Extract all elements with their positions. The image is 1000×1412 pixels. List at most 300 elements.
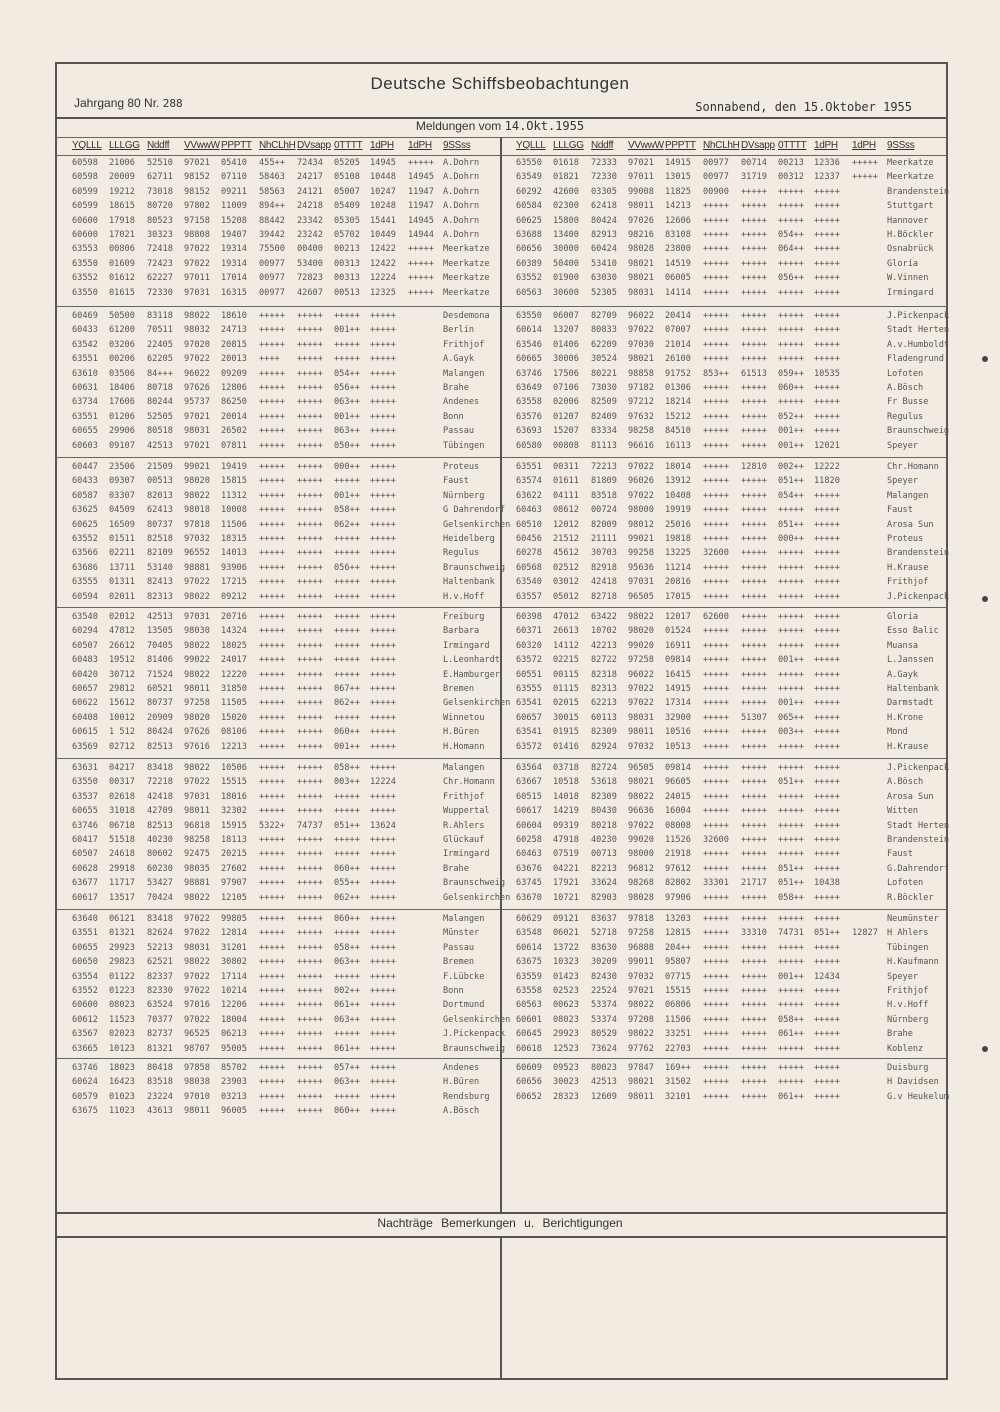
code-cell: +++++ [370, 562, 396, 573]
code-cell: +++++ [814, 339, 840, 350]
code-cell: 60655 [72, 426, 98, 437]
code-cell: +++++ [703, 505, 729, 516]
code-cell: 99020 [628, 835, 654, 845]
code-cell: 19407 [221, 230, 247, 240]
code-cell: 62209 [591, 339, 617, 350]
code-cell: 42513 [147, 612, 173, 622]
code-cell: 15915 [221, 820, 247, 831]
ship-name: H.v.Hoff [887, 1000, 929, 1011]
code-cell: 97022 [628, 698, 654, 709]
code-cell: +++++ [297, 763, 323, 773]
code-cell: 16004 [665, 806, 691, 817]
code-cell: 53618 [591, 777, 617, 788]
observation-row [57, 684, 497, 695]
code-cell: +++++ [741, 548, 767, 559]
code-cell: +++++ [778, 612, 804, 622]
meldungen-label: Meldungen vom [415, 119, 502, 133]
code-cell: 30006 [553, 354, 579, 365]
code-cell: 97818 [184, 519, 210, 530]
code-cell: 30323 [147, 230, 173, 240]
code-cell: 82924 [591, 741, 617, 752]
code-cell: +++++ [703, 971, 729, 982]
code-cell: 60258 [516, 835, 542, 845]
code-cell: 60515 [516, 791, 542, 802]
code-cell: 98216 [628, 230, 654, 240]
code-cell: 054++ [778, 230, 804, 240]
column-header: 9SSss [443, 140, 471, 151]
code-cell: 63665 [72, 1043, 98, 1054]
code-cell: +++++ [370, 1106, 396, 1117]
code-cell: +++++ [703, 791, 729, 802]
code-cell: +++++ [741, 791, 767, 802]
code-cell: 60420 [72, 669, 98, 680]
observation-row [57, 325, 497, 336]
ship-name: Gloria [887, 258, 919, 269]
code-cell: 97022 [628, 820, 654, 831]
code-cell: 80023 [591, 1063, 617, 1073]
code-cell: 93906 [221, 562, 247, 573]
code-cell: +++++ [703, 591, 729, 602]
code-cell: 60510 [516, 519, 542, 530]
code-cell: 001++ [778, 426, 804, 437]
code-cell: 060++ [778, 383, 804, 393]
code-cell: 16113 [665, 440, 691, 451]
code-cell: 10518 [553, 777, 579, 788]
observation-row [57, 1077, 497, 1088]
observation-row [57, 972, 497, 983]
code-cell: 11009 [221, 201, 247, 212]
code-cell: +++++ [259, 325, 285, 336]
code-cell: 09209 [221, 368, 247, 379]
code-cell: +++++ [741, 440, 767, 451]
ship-name: Malangen [443, 368, 485, 379]
code-cell: 60587 [72, 490, 98, 501]
observation-row [501, 972, 941, 983]
code-cell: 02011 [109, 591, 135, 602]
code-cell: 03305 [591, 186, 617, 197]
code-cell: +++++ [370, 942, 396, 953]
code-cell: +++++ [370, 712, 396, 723]
code-cell: +++++ [814, 806, 840, 817]
code-cell: +++++ [814, 534, 840, 544]
code-cell: +++++ [778, 339, 804, 350]
code-cell: 07715 [665, 971, 691, 982]
code-cell: +++++ [370, 640, 396, 651]
code-cell: 98018 [184, 505, 210, 516]
code-cell: +++++ [259, 849, 285, 860]
code-cell: 98022 [628, 1000, 654, 1011]
code-cell: 23242 [297, 230, 323, 240]
code-cell: 19512 [109, 655, 135, 666]
code-cell: 98881 [184, 878, 210, 889]
code-cell: 60408 [72, 712, 98, 723]
code-cell: +++++ [297, 698, 323, 709]
code-cell: +++++ [259, 383, 285, 393]
code-cell: +++++ [703, 519, 729, 530]
code-cell: 60629 [516, 914, 542, 924]
code-cell: 63541 [516, 727, 542, 738]
code-cell: 13015 [665, 172, 691, 183]
observation-row [501, 1044, 941, 1055]
code-cell: 5322+ [259, 820, 285, 831]
code-cell: 60618 [516, 1043, 542, 1054]
code-cell: +++++ [334, 669, 360, 680]
code-cell: 60483 [72, 655, 98, 666]
code-cell: 82009 [591, 519, 617, 530]
observation-row [57, 864, 497, 875]
code-cell: 97032 [184, 534, 210, 544]
code-cell: 83637 [591, 914, 617, 924]
code-cell: 98022 [184, 957, 210, 968]
code-cell: 06005 [665, 273, 691, 284]
code-cell: +++++ [703, 669, 729, 680]
code-cell: +++++ [297, 655, 323, 666]
observation-row [501, 670, 941, 681]
code-cell: 98038 [184, 1077, 210, 1088]
code-cell: 63030 [591, 273, 617, 284]
code-cell: +++++ [814, 957, 840, 968]
code-cell: 09107 [109, 440, 135, 451]
code-cell: 15020 [221, 712, 247, 723]
code-cell: +++++ [703, 476, 729, 487]
code-cell: 81113 [591, 440, 617, 451]
code-cell: +++++ [297, 476, 323, 487]
observation-row [501, 863, 950, 875]
code-cell: 29923 [553, 1029, 579, 1040]
code-cell: 01618 [553, 158, 579, 168]
code-cell: 11023 [109, 1106, 135, 1117]
code-cell: 72423 [147, 258, 173, 269]
code-cell: 18023 [109, 1063, 135, 1073]
code-cell: 058++ [334, 763, 360, 773]
code-cell: +++++ [370, 490, 396, 501]
code-cell: +++++ [814, 201, 840, 212]
code-cell: +++++ [259, 1063, 285, 1073]
code-cell: 11526 [665, 835, 691, 845]
code-cell: +++++ [334, 626, 360, 637]
observation-row [501, 1091, 950, 1103]
code-cell: +++++ [814, 397, 840, 408]
code-cell: 63555 [516, 684, 542, 694]
column-header: 1dPH [852, 140, 876, 151]
code-cell: 74731 [778, 928, 804, 939]
ship-name: Malangen [887, 490, 929, 501]
code-cell: 98808 [184, 230, 210, 240]
ship-name: Bonn [443, 986, 464, 996]
code-cell: 98020 [184, 712, 210, 723]
code-cell: +++++ [370, 505, 396, 516]
code-cell: 96812 [628, 863, 654, 874]
code-cell: +++++ [370, 849, 396, 860]
observation-row [501, 505, 941, 516]
code-cell: 63551 [72, 354, 98, 365]
code-cell: 00806 [109, 244, 135, 255]
code-cell: 40230 [591, 835, 617, 845]
code-cell: 72213 [591, 462, 617, 472]
code-cell: 19419 [221, 462, 247, 472]
code-cell: 60320 [516, 640, 542, 651]
code-cell: +++++ [259, 806, 285, 817]
observation-row [57, 957, 497, 968]
code-cell: +++++ [259, 698, 285, 709]
code-cell: 067++ [334, 684, 360, 694]
code-cell: +++++ [370, 957, 396, 968]
code-cell: +++++ [259, 835, 285, 845]
code-cell: 29923 [109, 942, 135, 953]
ship-name: Münster [443, 928, 480, 939]
code-cell: 32600 [703, 548, 729, 559]
code-cell: 29812 [109, 684, 135, 694]
code-cell: 63649 [516, 383, 542, 393]
code-cell: +++++ [259, 914, 285, 924]
ship-name: Speyer [887, 971, 919, 982]
code-cell: +++++ [741, 490, 767, 501]
code-cell: +++++ [370, 426, 396, 437]
code-cell: +++++ [741, 258, 767, 269]
code-cell: 98028 [628, 244, 654, 255]
ship-name: Brahe [443, 863, 469, 874]
code-cell: +++++ [741, 1014, 767, 1025]
code-cell: 03307 [109, 490, 135, 501]
code-cell: 60615 [72, 727, 98, 738]
code-cell: 96616 [628, 440, 654, 451]
ship-name: Fladengrund [887, 354, 944, 365]
code-cell: 10449 [370, 230, 396, 240]
code-cell: 97818 [628, 914, 654, 924]
ship-name: H.Böckler [887, 230, 934, 240]
code-cell: 01821 [553, 172, 579, 183]
code-cell: +++++ [778, 957, 804, 968]
code-cell: 33310 [741, 928, 767, 939]
code-cell: 98022 [184, 490, 210, 501]
code-cell: 02211 [109, 548, 135, 559]
code-cell: 61200 [109, 325, 135, 336]
code-cell: +++++ [370, 727, 396, 738]
code-cell: +++++ [814, 273, 840, 284]
code-cell: 00977 [703, 172, 729, 183]
code-cell: 98035 [184, 863, 210, 874]
code-cell: 06121 [109, 914, 135, 924]
code-cell: +++++ [259, 1106, 285, 1117]
code-cell: +++++ [814, 311, 840, 321]
code-cell: +++++ [259, 311, 285, 321]
code-cell: 97032 [628, 741, 654, 752]
code-cell: +++++ [741, 892, 767, 903]
code-cell: 82718 [591, 591, 617, 602]
code-cell: +++++ [703, 928, 729, 939]
code-cell: 82313 [147, 591, 173, 602]
code-cell: 60469 [72, 311, 98, 321]
code-cell: 20215 [221, 849, 247, 860]
code-cell: 204++ [665, 942, 691, 953]
observation-row [57, 577, 497, 588]
code-cell: 83630 [591, 942, 617, 953]
observation-row [57, 288, 497, 299]
code-cell: +++++ [741, 505, 767, 516]
code-cell: +++++ [778, 820, 804, 831]
code-cell: 05409 [334, 201, 360, 212]
code-cell: 98022 [184, 763, 210, 773]
code-cell: 47918 [553, 835, 579, 845]
code-cell: +++++ [741, 763, 767, 773]
code-cell: 62600 [703, 612, 729, 622]
observation-row [57, 273, 497, 284]
observation-row [501, 742, 941, 753]
code-cell: 14213 [665, 201, 691, 212]
code-cell: +++++ [778, 215, 804, 226]
code-cell: +++++ [814, 1000, 840, 1011]
code-cell: +++++ [703, 244, 729, 255]
observation-row [501, 412, 941, 423]
code-cell: 00313 [334, 258, 360, 269]
code-cell: 60507 [72, 849, 98, 860]
code-cell: +++++ [370, 878, 396, 889]
code-cell: +++++ [703, 1000, 729, 1011]
code-cell: 13203 [665, 914, 691, 924]
code-cell: 001++ [778, 698, 804, 709]
code-cell: 72218 [147, 777, 173, 788]
ship-name: Gelsenkirchen [443, 698, 511, 709]
code-cell: 000++ [334, 462, 360, 472]
observation-row [57, 626, 497, 637]
code-cell: 02618 [109, 791, 135, 802]
code-cell: +++++ [259, 440, 285, 451]
code-cell: 73018 [147, 186, 173, 197]
code-cell: 31719 [741, 172, 767, 183]
ship-name: Desdemona [443, 311, 490, 321]
code-cell: +++++ [408, 244, 434, 255]
code-cell: +++++ [703, 258, 729, 269]
code-cell: 00623 [553, 1000, 579, 1011]
code-cell: 06213 [221, 1029, 247, 1040]
code-cell: 061++ [778, 1029, 804, 1040]
code-cell: +++++ [778, 505, 804, 516]
code-cell: 001++ [334, 325, 360, 336]
code-cell: +++++ [259, 1077, 285, 1088]
code-cell: +++++ [297, 519, 323, 530]
code-cell: 20909 [147, 712, 173, 723]
code-cell: +++++ [297, 914, 323, 924]
code-cell: +++++ [703, 640, 729, 651]
ship-name: Braunschweig [443, 1043, 506, 1054]
code-cell: +++++ [814, 548, 840, 559]
ship-name: R.Ahlers [443, 820, 485, 831]
ship-name: Arosa Sun [887, 791, 934, 802]
code-cell: 58563 [259, 186, 285, 197]
code-cell: +++++ [370, 1000, 396, 1011]
code-cell: 97026 [628, 215, 654, 226]
code-cell: 98152 [184, 172, 210, 183]
code-cell: 96888 [628, 942, 654, 953]
code-cell: 15212 [665, 411, 691, 422]
code-cell: 11825 [665, 186, 691, 197]
code-cell: 11523 [109, 1014, 135, 1025]
ship-name: Stuttgart [887, 201, 934, 212]
code-cell: 97858 [184, 1063, 210, 1073]
observation-row [57, 1092, 497, 1103]
ship-name: Gelsenkirchen [443, 519, 511, 530]
code-cell: 00977 [259, 287, 285, 298]
code-cell: 30524 [591, 354, 617, 365]
code-cell: +++++ [259, 490, 285, 501]
code-cell: +++++ [370, 698, 396, 709]
observation-row [501, 1015, 941, 1026]
code-cell: 11820 [814, 476, 840, 487]
code-cell: 13722 [553, 942, 579, 953]
code-cell: +++++ [741, 215, 767, 226]
code-cell: 08106 [221, 727, 247, 738]
observation-row [501, 397, 941, 408]
code-cell: +++++ [259, 519, 285, 530]
code-cell: +++++ [370, 440, 396, 451]
code-cell: 60292 [516, 186, 542, 197]
observation-row [501, 158, 941, 169]
code-cell: 02300 [553, 201, 579, 212]
observation-row [501, 520, 941, 531]
code-cell: 98152 [184, 186, 210, 197]
column-header: YQLLL [516, 140, 546, 151]
code-cell: 12222 [814, 462, 840, 472]
code-cell: 10516 [665, 727, 691, 738]
code-cell: 19314 [221, 258, 247, 269]
code-cell: 82413 [147, 577, 173, 588]
code-cell: +++++ [814, 612, 840, 622]
code-cell: 63551 [72, 411, 98, 422]
observation-row [501, 727, 941, 738]
code-cell: 02023 [109, 1029, 135, 1040]
code-cell: +++++ [259, 1091, 285, 1102]
code-cell: +++++ [814, 942, 840, 953]
code-cell: 12434 [814, 971, 840, 982]
observation-row [501, 441, 941, 452]
ship-name: Passau [443, 426, 475, 437]
code-cell: 63541 [516, 698, 542, 709]
code-cell: 60599 [72, 186, 98, 197]
code-cell: +++++ [741, 806, 767, 817]
code-cell: 99008 [628, 186, 654, 197]
code-cell: +++++ [297, 1043, 323, 1054]
code-cell: +++++ [741, 1043, 767, 1054]
observation-row [501, 288, 941, 299]
ship-name: Berlin [443, 325, 475, 336]
code-cell: +++++ [778, 914, 804, 924]
code-cell: 75500 [259, 244, 285, 255]
code-cell: 60594 [72, 591, 98, 602]
code-cell: 06007 [553, 311, 579, 321]
code-cell: +++++ [814, 655, 840, 666]
column-header: Nddff [591, 140, 614, 151]
code-cell: 02012 [109, 612, 135, 622]
code-cell: 60433 [72, 325, 98, 336]
code-cell: 47012 [553, 612, 579, 622]
column-header: 0TTTT [778, 140, 807, 151]
code-cell: +++++ [370, 411, 396, 422]
code-cell: 97906 [665, 892, 691, 903]
code-cell: 80737 [147, 519, 173, 530]
observation-row [57, 426, 497, 437]
code-cell: +++++ [370, 655, 396, 666]
code-cell: +++++ [259, 957, 285, 968]
code-cell: 63746 [72, 820, 98, 831]
code-cell: 09523 [553, 1063, 579, 1073]
code-cell: 04217 [109, 763, 135, 773]
code-cell: +++++ [370, 383, 396, 393]
code-cell: +++++ [297, 835, 323, 845]
code-cell: 63677 [72, 878, 98, 889]
ship-name: Frithjof [887, 986, 929, 996]
code-cell: +++++ [297, 339, 323, 350]
jahrgang-label [74, 96, 183, 110]
